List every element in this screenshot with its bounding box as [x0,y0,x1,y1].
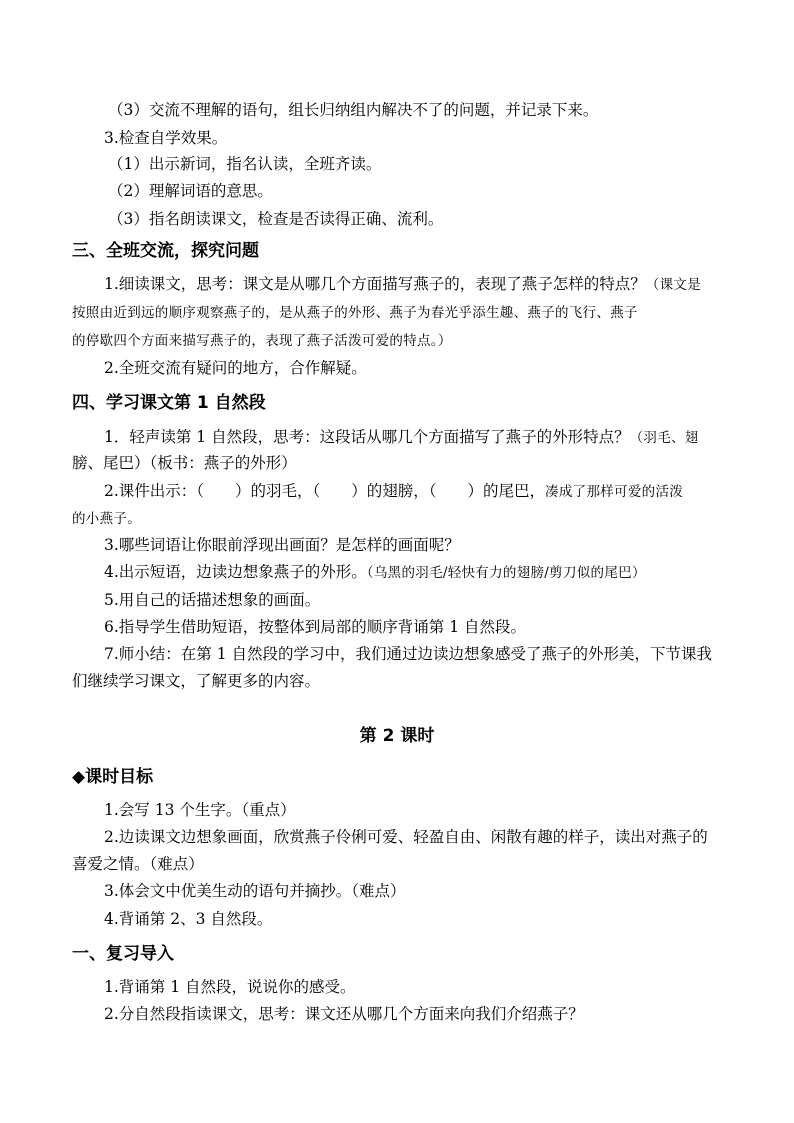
para-read-softly-text: 1．轻声读第 1 自然段，思考：这段话从哪几个方面描写了燕子的外形特点？ [104,428,630,446]
para-class-discuss: 2.全班交流有疑问的地方，合作解疑。 [104,359,367,377]
para-recite: 6.指导学生借助短语，按整体到局部的顺序背诵第 1 自然段。 [104,618,527,636]
goal-3: 3.体会文中优美生动的语句并摘抄。（难点） [104,882,406,900]
answer-note-line-2: 的停歇四个方面来描写燕子的，表现了燕子活泼可爱的特点。） [72,333,452,349]
para-courseware-note: 凑成了那样可爱的活泼 [545,484,684,500]
substep-understand-words: （2）理解词语的意思。 [108,182,273,200]
para-summary-cont: 们继续学习课文，了解更多的内容。 [72,672,321,690]
goal-2-cont: 喜爱之情。（难点） [72,855,204,873]
answer-note-line-1: 按照由近到远的顺序观察燕子的，是从燕子的外形、燕子为春光乎添生趣、燕子的飞行、燕子 [72,305,638,321]
section-heading-3: 三、全班交流，探究问题 [72,241,259,261]
section-heading-4: 四、学习课文第 1 自然段 [72,393,266,413]
para-describe: 5.用自己的话描述想象的画面。 [104,591,321,609]
para-show-phrases-text: 4.出示短语，边读边想象燕子的外形。 [104,563,367,581]
goal-4: 4.背诵第 2、3 自然段。 [104,910,273,928]
review-1: 1.背诵第 1 自然段，说说你的感受。 [104,978,356,996]
para-courseware-cont: 的小燕子。 [72,511,141,527]
para-which-words: 3.哪些词语让你眼前浮现出画面？是怎样的画面呢？ [104,536,460,554]
para-show-phrases [0,561,794,584]
review-2: 2.分自然段指读课文，思考：课文还从哪几个方面来向我们介绍燕子？ [104,1005,584,1023]
substep-new-words: （1）出示新词，指名认读，全班齐读。 [108,155,382,173]
substep-read-aloud: （3）指名朗读课文，检查是否读得正确、流利。 [108,210,444,228]
para-summary: 7.师小结：在第 1 自然段的学习中，我们通过边读边想象感受了燕子的外形美，下节课我 [104,645,713,663]
para-close-reading [0,273,794,296]
para-close-reading-text: 1.细读课文，思考：课文是从哪几个方面描写燕子的，表现了燕子怎样的特点？ [104,275,646,293]
goal-2: 2.边读课文边想象画面，欣赏燕子伶俐可爱、轻盈自由、闲散有趣的样子，读出对燕子的 [104,828,708,846]
para-courseware [0,480,794,503]
lesson-2-title: 第 2 课时 [359,726,435,746]
para-read-softly [0,426,794,449]
para-close-reading-note: （课文是 [645,277,701,293]
section-heading-goals: ◆课时目标 [72,767,154,787]
step-check-selfstudy: 3.检查自学效果。 [104,129,228,147]
para-show-phrases-note: （乌黑的羽毛/轻快有力的翅膀/剪刀似的尾巴） [366,565,646,581]
para-read-softly-note: （羽毛、翅 [629,430,699,446]
section-heading-review: 一、复习导入 [72,944,174,964]
goal-1: 1.会写 13 个生字。（重点） [104,801,296,819]
step-3-discuss: （3）交流不理解的语句，组长归纳组内解决不了的问题，并记录下来。 [108,101,599,119]
para-read-softly-cont: 膀、尾巴）（板书：燕子的外形） [72,454,297,472]
para-courseware-text: 2.课件出示：（ ）的羽毛，（ ）的翅膀，（ ）的尾巴， [104,482,546,500]
